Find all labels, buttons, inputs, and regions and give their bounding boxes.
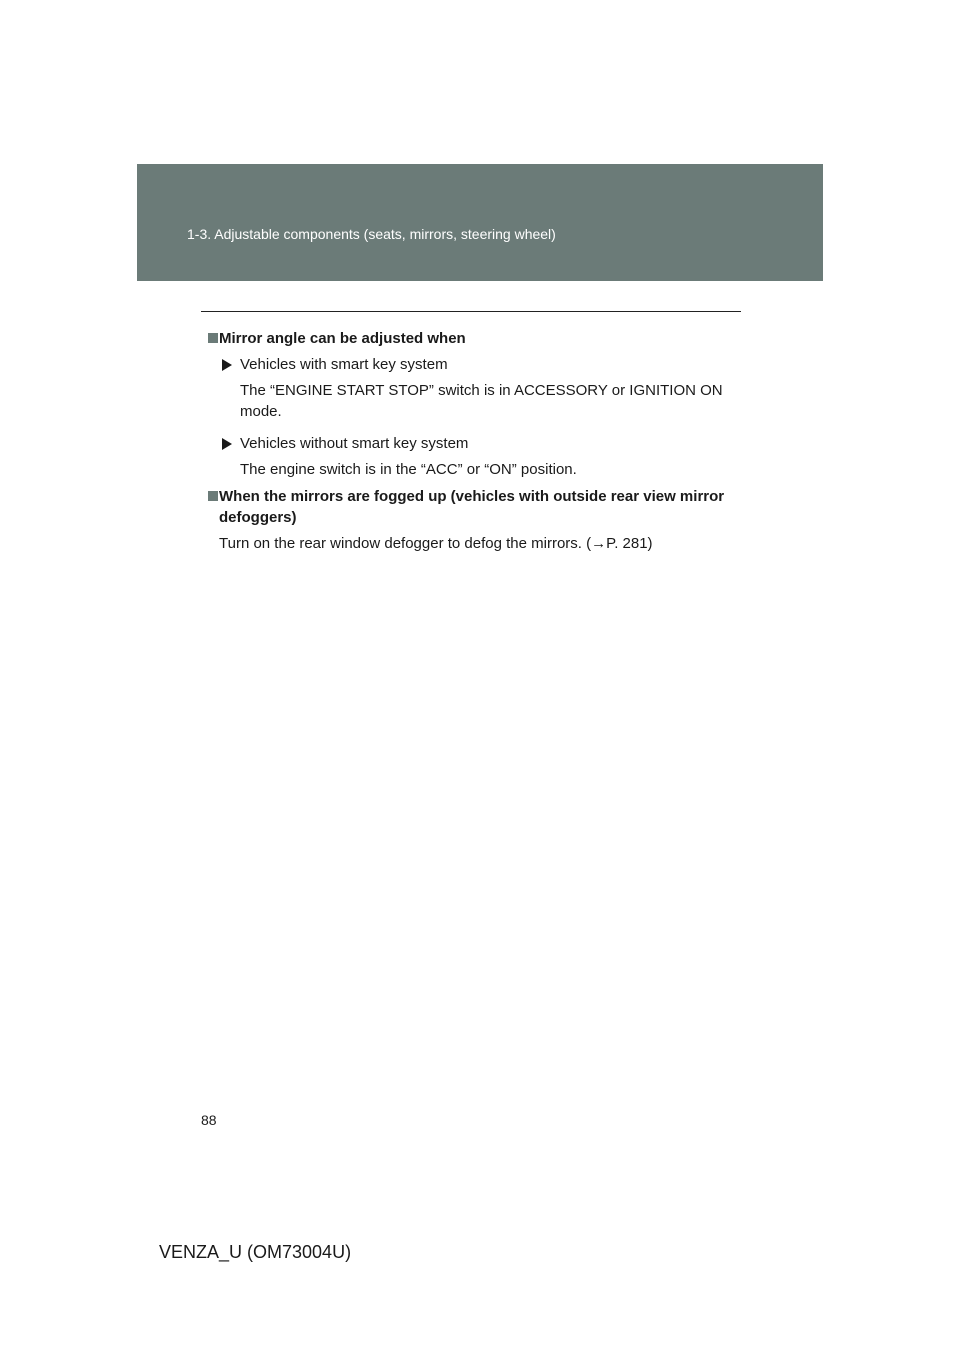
page-number: 88 (201, 1112, 217, 1128)
square-bullet-icon (208, 333, 218, 343)
section-title-fogged-mirrors (201, 486, 761, 528)
section-title-mirror-angle (201, 328, 761, 349)
list-item-label: Vehicles without smart key system (240, 435, 469, 452)
section-title-text: Mirror angle can be adjusted when (219, 330, 466, 347)
triangle-bullet-icon (222, 438, 232, 450)
header-band (137, 164, 823, 281)
footer-document-code: VENZA_U (OM73004U) (159, 1242, 352, 1262)
list-item-description: The engine switch is in the “ACC” or “ON” position. (240, 461, 577, 478)
list-item-description: The “ENGINE START STOP” switch is in ACCESSORY or IGNITION ON mode. (240, 382, 723, 420)
section-title-text: When the mirrors are fogged up (vehicles with outside rear view mirror defoggers) (219, 488, 725, 526)
square-bullet-icon (208, 491, 218, 501)
divider-rule (201, 311, 741, 312)
list-item-no-smart-key (201, 433, 761, 454)
chapter-heading: 1-3. Adjustable components (seats, mirrors, steering wheel) (187, 226, 556, 242)
list-item-label: Vehicles with smart key system (240, 356, 448, 373)
list-item-smart-key (201, 354, 761, 375)
page-content (201, 328, 761, 554)
triangle-bullet-icon (222, 359, 232, 371)
section-body-text: Turn on the rear window defogger to defog the mirrors. (→P. 281) (219, 535, 653, 552)
